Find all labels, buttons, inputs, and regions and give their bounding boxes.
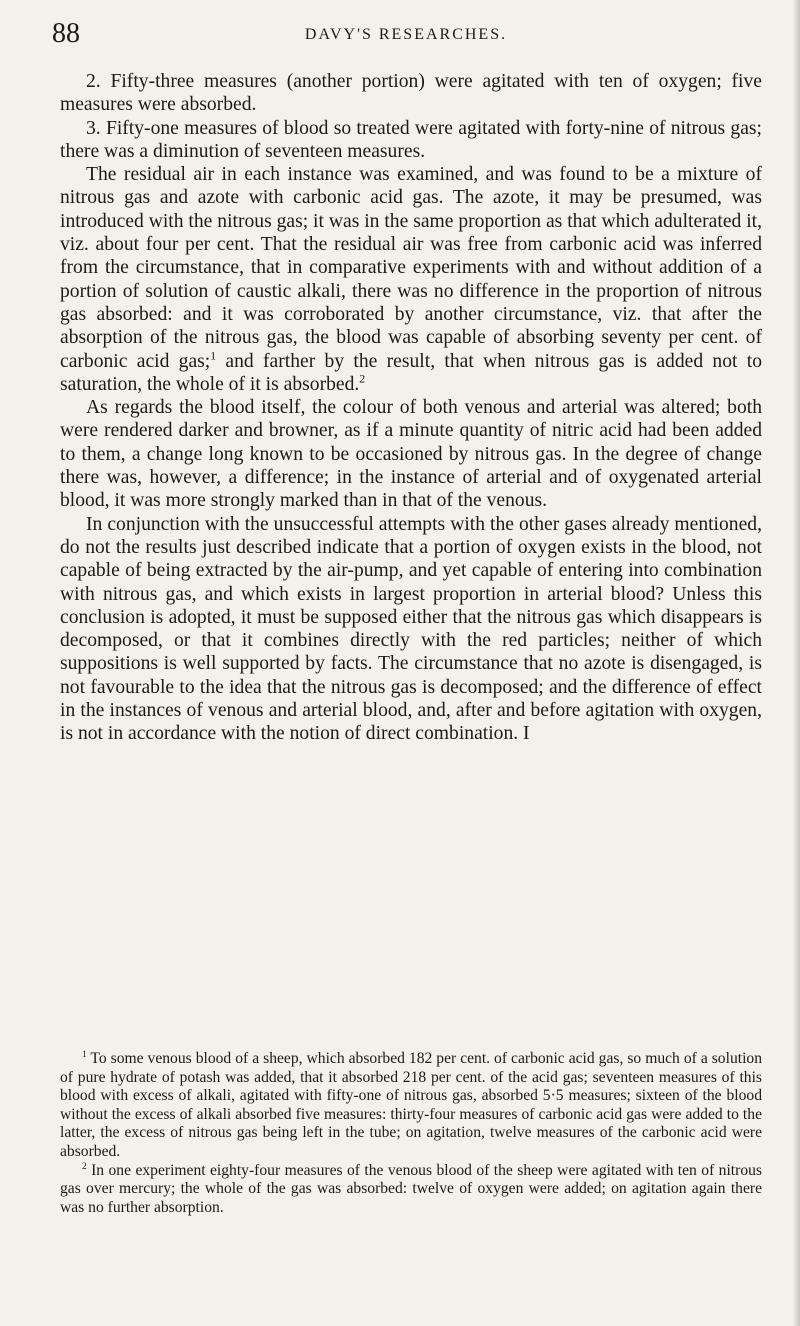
paragraph-3-text: The residual air in each instance was examined, and was found to be a mixture of nitrous gas and azote with carbonic acid gas. The azote, it may be presumed, was introduced with the nitrous gas; it was in the same proportion as that which adulterated it, viz. about four per cent. That the residual air was free from carbonic acid was inferred from the circumstance, that in comparative experiments with and without addition of a portion of solution of caustic alkali, there was no difference in the proportion of nitrous gas absorbed: and it was corroborated by another circumstance, viz. that after the absorption of the nitrous gas, the blood was capable of absorbing seventy per cent. of carbonic acid gas; [60, 164, 762, 372]
paragraph-4: As regards the blood itself, the colour of both venous and arterial was altered; both were rendered darker and browner, as if a minute quantity of nitric acid had been added to them, a change long known to be occasioned by nitrous gas. In the degree of change there was, however, a difference; in the instance of arterial and of oxygenated arterial blood, it was more strongly marked than in that of the venous. [60, 397, 762, 512]
body-text [60, 70, 762, 746]
footnote-1-text: To some venous blood of a sheep, which absorbed 182 per cent. of carbonic acid gas, so much of a solution of pure hydrate of potash was added, that it absorbed 218 per cent. of the acid gas; seventeen measures of this blood with excess of alkali, agitated with fifty-one of nitrous gas, absorbed 5·5 measures; sixteen of the blood without the excess of alkali absorbed five measures: thirty-four measures of carbonic acid gas were added to the latter, the excess of nitrous gas being left in the tube; on agitation, twelve measures of the carbonic acid were absorbed. [60, 1050, 762, 1160]
footnotes [60, 1050, 762, 1217]
paragraph-5: In conjunction with the unsuccessful attempts with the other gases already mentioned, do not the results just described indicate that a portion of oxygen exists in the blood, not capable of being extracted by the air-pump, and yet capable of entering into combination with nitrous gas, and which exists in largest proportion in arterial blood? Unless this conclusion is adopted, it must be supposed either that the nitrous gas which disappears is decomposed, or that it combines directly with the red particles; neither of which suppositions is well supported by facts. The circumstance that no azote is disengaged, is not favourable to the idea that the nitrous gas is decomposed; and the difference of effect in the instances of venous and arterial blood, and, after and before agitation with oxygen, is not in accordance with the notion of direct combination. I [60, 513, 762, 745]
page-edge-shadow [792, 0, 800, 1326]
footnote-2 [60, 1162, 762, 1218]
footnote-mark-1: 1 [82, 1049, 87, 1060]
paragraph-1: 2. Fifty-three measures (another portion) were agitated with ten of oxygen; five measures were absorbed. [60, 71, 762, 116]
paragraph-3-tail: and farther by the result, that when nitrous gas is added not to saturation, the whole of it is absorbed. [60, 350, 762, 395]
paragraph-3 [60, 163, 762, 396]
page-header [52, 18, 760, 52]
footnote-ref-1: 1 [210, 349, 217, 363]
footnote-1 [60, 1050, 762, 1162]
running-head: DAVY'S RESEARCHES. [304, 26, 508, 43]
paragraph-2: 3. Fifty-one measures of blood so treated were agitated with forty-nine of nitrous gas; there was a diminution of seventeen measures. [60, 117, 762, 162]
page-number: 88 [52, 18, 80, 49]
footnote-2-text: In one experiment eighty-four measures of the venous blood of the sheep were agitated with ten of nitrous gas over mercury; the whole of the gas was absorbed: twelve of oxygen were added; on agitation again there was no further absorption. [60, 1161, 762, 1216]
footnote-mark-2: 2 [82, 1161, 87, 1172]
footnote-ref-2: 2 [359, 372, 366, 386]
